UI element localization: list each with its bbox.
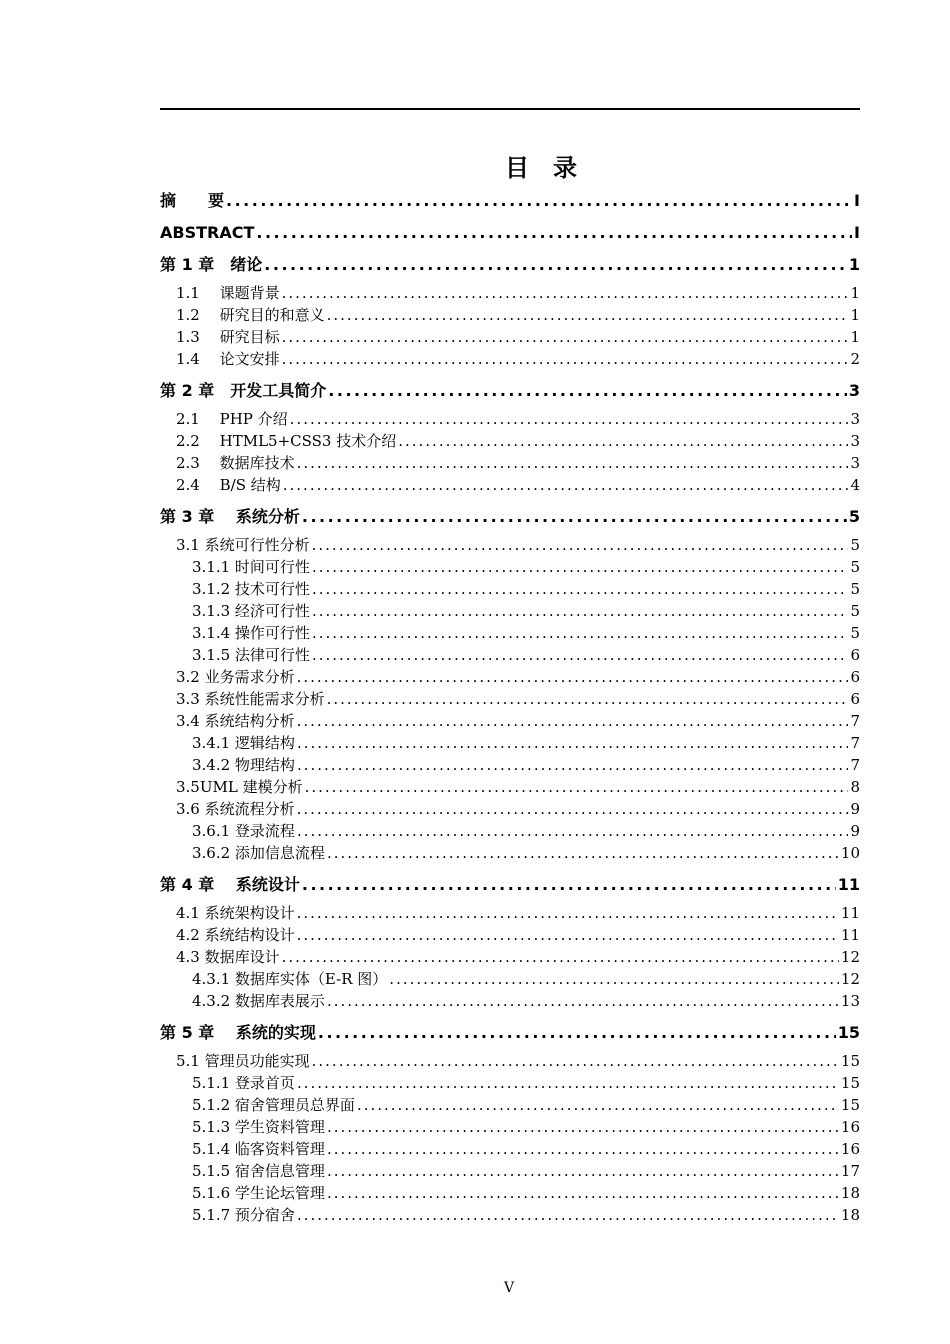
toc-entry-label: 2.4 B/S 结构 bbox=[176, 476, 281, 494]
toc-entry-page-number: 17 bbox=[840, 1162, 860, 1180]
toc-entry-label: 3.4.2 物理结构 bbox=[192, 756, 295, 774]
toc-subsection-entry[interactable] bbox=[160, 842, 860, 864]
toc-entry-page-number: 4 bbox=[850, 476, 860, 494]
toc-entry-label: 5.1.3 学生资料管理 bbox=[192, 1118, 325, 1136]
toc-subsection-entry[interactable] bbox=[160, 990, 860, 1012]
toc-entry-label: 4.2 系统结构设计 bbox=[176, 926, 295, 944]
toc-entry-label: 第 4 章 系统设计 bbox=[160, 875, 300, 894]
toc-entry-page-number: 1 bbox=[850, 284, 860, 302]
toc-subsection-entry[interactable] bbox=[160, 1160, 860, 1182]
toc-entry-label: 3.1.2 技术可行性 bbox=[192, 580, 310, 598]
toc-entry-page-number: 16 bbox=[840, 1140, 860, 1158]
toc-section-entry[interactable] bbox=[160, 534, 860, 556]
toc-subsection-entry[interactable] bbox=[160, 578, 860, 600]
toc-leader-dots bbox=[327, 842, 839, 864]
toc-entry-page-number: I bbox=[854, 191, 860, 210]
toc-entry-label: 1.2 研究目的和意义 bbox=[176, 306, 325, 324]
toc-entry-page-number: 6 bbox=[850, 668, 860, 686]
toc-leader-dots bbox=[264, 254, 847, 276]
toc-entry-page-number: 1 bbox=[848, 255, 860, 274]
toc-entry-label: 5.1.6 学生论坛管理 bbox=[192, 1184, 325, 1202]
toc-subsection-entry[interactable] bbox=[160, 1094, 860, 1116]
toc-entry-label: 4.3.1 数据库实体（E-R 图） bbox=[192, 970, 388, 988]
toc-entry-label: 1.1 课题背景 bbox=[176, 284, 280, 302]
toc-leader-dots bbox=[327, 1160, 839, 1182]
toc-entry-page-number: 5 bbox=[850, 602, 860, 620]
toc-entry-label: 3.1.1 时间可行性 bbox=[192, 558, 310, 576]
toc-subsection-entry[interactable] bbox=[160, 600, 860, 622]
toc-section-entry[interactable] bbox=[160, 452, 860, 474]
toc-entry-page-number: 9 bbox=[850, 822, 860, 840]
toc-entry-label: 5.1 管理员功能实现 bbox=[176, 1052, 310, 1070]
toc-leader-dots bbox=[297, 666, 849, 688]
toc-entry-label: 1.3 研究目标 bbox=[176, 328, 280, 346]
toc-chapter-entry[interactable] bbox=[160, 222, 860, 244]
toc-entry-page-number: 8 bbox=[850, 778, 860, 796]
toc-entry-page-number: 15 bbox=[837, 1023, 860, 1042]
header-rule bbox=[160, 108, 860, 110]
toc-entry-label: 5.1.4 临客资料管理 bbox=[192, 1140, 325, 1158]
toc-entry-label: 3.3 系统性能需求分析 bbox=[176, 690, 325, 708]
toc-entry-page-number: 3 bbox=[850, 432, 860, 450]
toc-entry-label: 5.1.5 宿舍信息管理 bbox=[192, 1162, 325, 1180]
toc-section-entry[interactable] bbox=[160, 304, 860, 326]
toc-entry-page-number: 1 bbox=[850, 328, 860, 346]
toc-entry-page-number: 6 bbox=[850, 646, 860, 664]
toc-section-entry[interactable] bbox=[160, 474, 860, 496]
toc-leader-dots bbox=[297, 710, 849, 732]
toc-chapter-entry[interactable] bbox=[160, 254, 860, 276]
toc-subsection-entry[interactable] bbox=[160, 622, 860, 644]
toc-entry-page-number: 11 bbox=[840, 926, 860, 944]
toc-entry-page-number: 15 bbox=[840, 1096, 860, 1114]
toc-entry-label: 4.1 系统架构设计 bbox=[176, 904, 295, 922]
toc-entry-label: ABSTRACT bbox=[160, 223, 255, 242]
toc-entry-page-number: 2 bbox=[850, 350, 860, 368]
toc-leader-dots bbox=[312, 600, 849, 622]
toc-leader-dots bbox=[297, 798, 849, 820]
toc-entry-page-number: I bbox=[854, 223, 860, 242]
toc-leader-dots bbox=[327, 1138, 839, 1160]
toc-entry-label: 3.4 系统结构分析 bbox=[176, 712, 295, 730]
toc-leader-dots bbox=[327, 304, 849, 326]
toc-entry-label: 1.4 论文安排 bbox=[176, 350, 280, 368]
toc-entry-page-number: 18 bbox=[840, 1184, 860, 1202]
toc-subsection-entry[interactable] bbox=[160, 1116, 860, 1138]
toc-subsection-entry[interactable] bbox=[160, 1072, 860, 1094]
toc-entry-page-number: 9 bbox=[850, 800, 860, 818]
toc-entry-page-number: 5 bbox=[850, 536, 860, 554]
toc-leader-dots bbox=[312, 534, 849, 556]
toc-chapter-entry[interactable] bbox=[160, 506, 860, 528]
toc-entry-page-number: 7 bbox=[850, 734, 860, 752]
toc-title: 目 录 bbox=[505, 154, 577, 182]
page-number: V bbox=[503, 1280, 515, 1296]
toc-leader-dots bbox=[302, 506, 847, 528]
toc-entry-page-number: 1 bbox=[850, 306, 860, 324]
toc-entry-label: 第 5 章 系统的实现 bbox=[160, 1023, 316, 1042]
toc-entry-page-number: 16 bbox=[840, 1118, 860, 1136]
toc-chapter-entry[interactable] bbox=[160, 1022, 860, 1044]
toc-leader-dots bbox=[327, 688, 849, 710]
toc-leader-dots bbox=[312, 556, 849, 578]
toc-entry-label: 2.2 HTML5+CSS3 技术介绍 bbox=[176, 432, 397, 450]
toc-entry-label: 4.3 数据库设计 bbox=[176, 948, 280, 966]
toc-section-entry[interactable] bbox=[160, 408, 860, 430]
toc-entry-label: 4.3.2 数据库表展示 bbox=[192, 992, 325, 1010]
toc-leader-dots bbox=[357, 1094, 839, 1116]
toc-entry-label: 第 3 章 系统分析 bbox=[160, 507, 300, 526]
toc-leader-dots bbox=[256, 222, 852, 244]
toc-section-entry[interactable] bbox=[160, 902, 860, 924]
toc-entry-label: 5.1.2 宿舍管理员总界面 bbox=[192, 1096, 355, 1114]
toc-section-entry[interactable] bbox=[160, 946, 860, 968]
toc-subsection-entry[interactable] bbox=[160, 1204, 860, 1226]
toc-entry-page-number: 5 bbox=[848, 507, 860, 526]
toc-subsection-entry[interactable] bbox=[160, 754, 860, 776]
toc-leader-dots bbox=[283, 474, 849, 496]
toc-subsection-entry[interactable] bbox=[160, 968, 860, 990]
toc-leader-dots bbox=[312, 578, 849, 600]
toc-section-entry[interactable] bbox=[160, 326, 860, 348]
toc-leader-dots bbox=[297, 902, 839, 924]
toc-entry-label: 5.1.7 预分宿舍 bbox=[192, 1206, 295, 1224]
toc-entry-page-number: 3 bbox=[848, 381, 860, 400]
toc-entry-label: 2.1 PHP 介绍 bbox=[176, 410, 288, 428]
toc-entry-label: 3.1.5 法律可行性 bbox=[192, 646, 310, 664]
toc-entry-page-number: 7 bbox=[850, 712, 860, 730]
toc-leader-dots bbox=[327, 990, 839, 1012]
toc-entry-label: 第 1 章 绪论 bbox=[160, 255, 263, 274]
toc-leader-dots bbox=[297, 732, 849, 754]
toc-section-entry[interactable] bbox=[160, 282, 860, 304]
toc-entry-page-number: 6 bbox=[850, 690, 860, 708]
toc-subsection-entry[interactable] bbox=[160, 820, 860, 842]
toc-subsection-entry[interactable] bbox=[160, 732, 860, 754]
toc-leader-dots bbox=[282, 348, 849, 370]
toc-leader-dots bbox=[290, 408, 849, 430]
toc-entry-label: 摘 要 bbox=[160, 191, 225, 210]
toc-entry-label: 3.6 系统流程分析 bbox=[176, 800, 295, 818]
toc-entry-page-number: 11 bbox=[837, 875, 860, 894]
toc-entry-page-number: 5 bbox=[850, 624, 860, 642]
toc-leader-dots bbox=[297, 452, 849, 474]
toc-entry-label: 3.6.1 登录流程 bbox=[192, 822, 295, 840]
toc-entry-label: 5.1.1 登录首页 bbox=[192, 1074, 295, 1092]
toc-entry-label: 3.1 系统可行性分析 bbox=[176, 536, 310, 554]
toc-entry-page-number: 10 bbox=[840, 844, 860, 862]
toc-entry-page-number: 7 bbox=[850, 756, 860, 774]
toc-entry-label: 3.1.4 操作可行性 bbox=[192, 624, 310, 642]
toc-entry-page-number: 5 bbox=[850, 580, 860, 598]
table-of-contents bbox=[160, 190, 860, 1226]
toc-leader-dots bbox=[305, 776, 849, 798]
toc-leader-dots bbox=[328, 380, 847, 402]
toc-leader-dots bbox=[297, 754, 849, 776]
toc-leader-dots bbox=[327, 1182, 839, 1204]
toc-entry-label: 3.4.1 逻辑结构 bbox=[192, 734, 295, 752]
toc-leader-dots bbox=[226, 190, 852, 212]
toc-section-entry[interactable] bbox=[160, 776, 860, 798]
toc-entry-page-number: 13 bbox=[840, 992, 860, 1010]
toc-entry-page-number: 12 bbox=[840, 948, 860, 966]
toc-entry-page-number: 15 bbox=[840, 1052, 860, 1070]
toc-subsection-entry[interactable] bbox=[160, 1138, 860, 1160]
toc-chapter-entry[interactable] bbox=[160, 380, 860, 402]
toc-entry-label: 3.2 业务需求分析 bbox=[176, 668, 295, 686]
toc-leader-dots bbox=[282, 326, 849, 348]
toc-entry-page-number: 11 bbox=[840, 904, 860, 922]
toc-leader-dots bbox=[282, 946, 839, 968]
toc-leader-dots bbox=[297, 1204, 839, 1226]
toc-leader-dots bbox=[297, 924, 839, 946]
toc-section-entry[interactable] bbox=[160, 688, 860, 710]
toc-entry-page-number: 3 bbox=[850, 454, 860, 472]
toc-entry-page-number: 18 bbox=[840, 1206, 860, 1224]
toc-subsection-entry[interactable] bbox=[160, 556, 860, 578]
toc-leader-dots bbox=[327, 1116, 839, 1138]
toc-section-entry[interactable] bbox=[160, 798, 860, 820]
toc-section-entry[interactable] bbox=[160, 430, 860, 452]
toc-entry-label: 3.1.3 经济可行性 bbox=[192, 602, 310, 620]
toc-leader-dots bbox=[312, 644, 849, 666]
toc-chapter-entry[interactable] bbox=[160, 190, 860, 212]
toc-entry-page-number: 15 bbox=[840, 1074, 860, 1092]
toc-entry-label: 第 2 章 开发工具简介 bbox=[160, 381, 327, 400]
toc-section-entry[interactable] bbox=[160, 348, 860, 370]
toc-section-entry[interactable] bbox=[160, 924, 860, 946]
toc-leader-dots bbox=[297, 820, 849, 842]
toc-leader-dots bbox=[282, 282, 849, 304]
toc-chapter-entry[interactable] bbox=[160, 874, 860, 896]
toc-entry-label: 3.5UML 建模分析 bbox=[176, 778, 303, 796]
toc-leader-dots bbox=[389, 968, 839, 990]
toc-entry-page-number: 3 bbox=[850, 410, 860, 428]
toc-leader-dots bbox=[312, 622, 849, 644]
toc-subsection-entry[interactable] bbox=[160, 1182, 860, 1204]
toc-entry-page-number: 5 bbox=[850, 558, 860, 576]
toc-subsection-entry[interactable] bbox=[160, 644, 860, 666]
toc-entry-label: 3.6.2 添加信息流程 bbox=[192, 844, 325, 862]
toc-leader-dots bbox=[398, 430, 848, 452]
toc-section-entry[interactable] bbox=[160, 666, 860, 688]
toc-leader-dots bbox=[297, 1072, 839, 1094]
toc-entry-label: 2.3 数据库技术 bbox=[176, 454, 295, 472]
toc-leader-dots bbox=[302, 874, 836, 896]
toc-section-entry[interactable] bbox=[160, 710, 860, 732]
toc-leader-dots bbox=[312, 1050, 839, 1072]
toc-entry-page-number: 12 bbox=[840, 970, 860, 988]
toc-leader-dots bbox=[318, 1022, 836, 1044]
toc-section-entry[interactable] bbox=[160, 1050, 860, 1072]
